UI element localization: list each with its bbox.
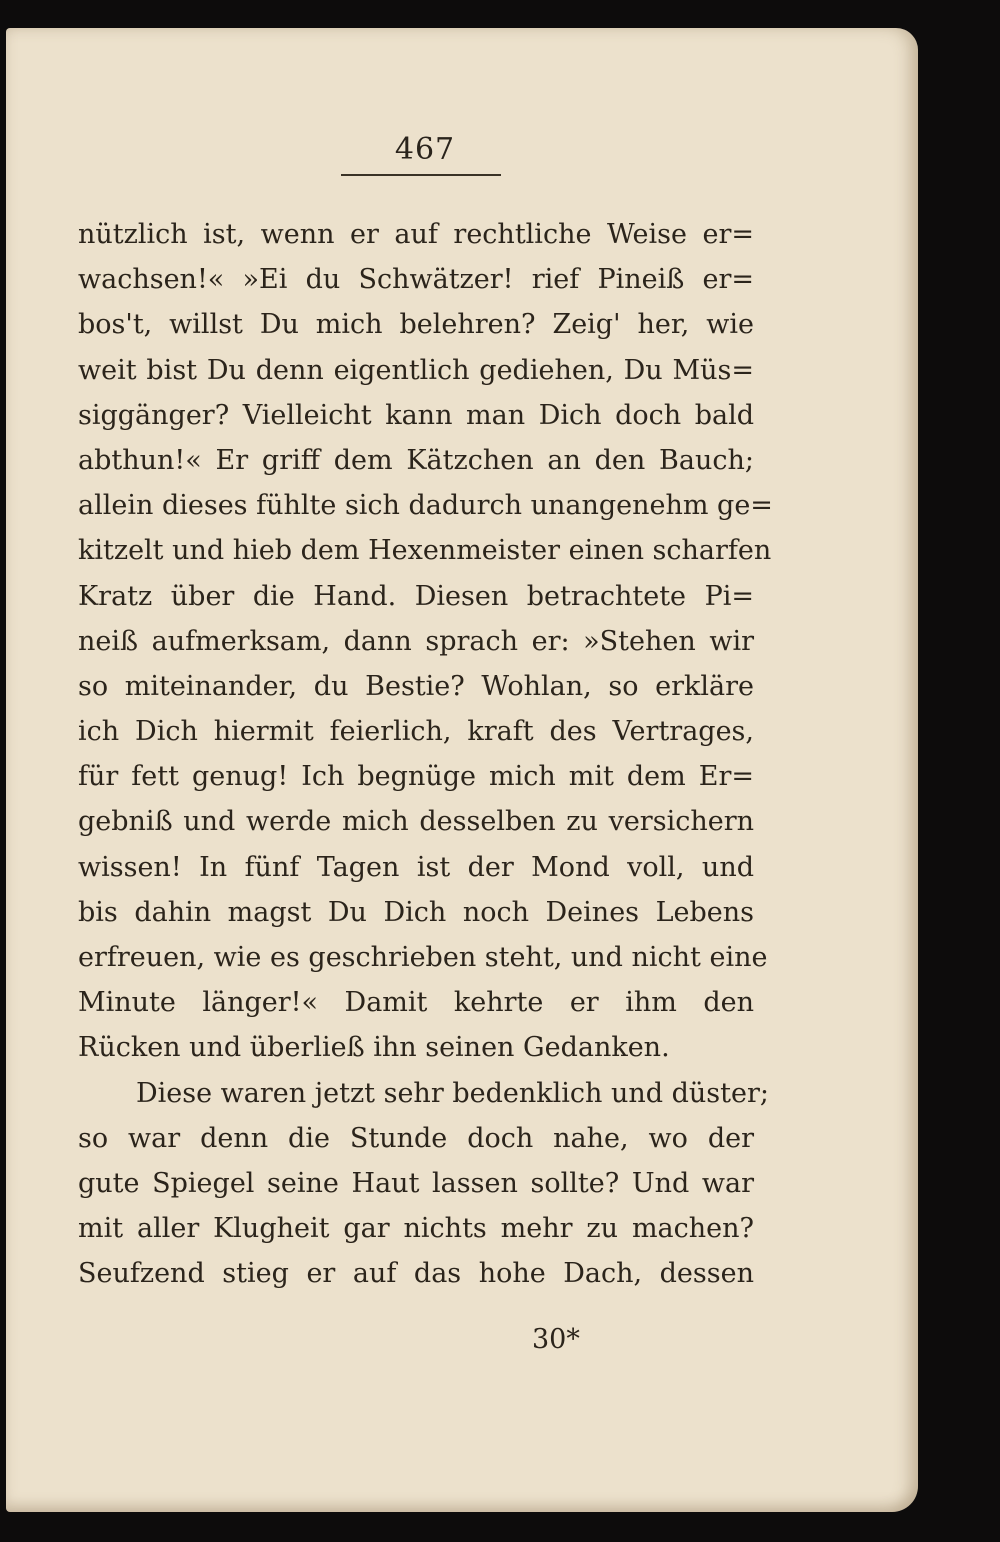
text-line: Rücken und überließ ihn seinen Gedanken. xyxy=(78,1032,670,1064)
text-line: allein dieses fühlte sich dadurch unangenehm ge= xyxy=(78,490,773,522)
text-line: neiß aufmerksam, dann sprach er: »Stehen wir xyxy=(78,625,754,657)
text-line: Kratz über die Hand. Diesen betrachtete Pi= xyxy=(78,580,754,612)
text-line: siggänger? Vielleicht kann man Dich doch bald xyxy=(78,399,754,431)
text-line: abthun!« Er griff dem Kätzchen an den Bauch; xyxy=(78,444,754,476)
text-line: Diese waren jetzt sehr bedenklich und düster; xyxy=(136,1077,769,1109)
text-line: ich Dich hiermit feierlich, kraft des Vertrages, xyxy=(78,716,754,748)
text-line: Minute länger!« Damit kehrte er ihm den xyxy=(78,987,754,1019)
text-line: gebniß und werde mich desselben zu versichern xyxy=(78,806,754,838)
header-rule xyxy=(341,174,501,176)
text-line: kitzelt und hieb dem Hexenmeister einen scharfen xyxy=(78,535,772,567)
text-line: weit bist Du denn eigentlich gediehen, Du Müs= xyxy=(78,354,754,386)
text-line: erfreuen, wie es geschrieben steht, und nicht eine xyxy=(78,942,768,973)
text-line: bis dahin magst Du Dich noch Deines Lebens xyxy=(78,896,754,928)
printer-signature-mark: 30* xyxy=(532,1324,580,1355)
text-line: so miteinander, du Bestie? Wohlan, so erkläre xyxy=(78,670,754,702)
text-line: so war denn die Stunde doch nahe, wo der xyxy=(78,1122,754,1154)
page-number: 467 xyxy=(394,132,456,167)
body-text xyxy=(78,212,773,1297)
text-line: bos't, willst Du mich belehren? Zeig' her, wie xyxy=(78,309,754,341)
text-line: wissen! In fünf Tagen ist der Mond voll, und xyxy=(78,851,754,883)
text-line: mit aller Klugheit gar nichts mehr zu machen? xyxy=(78,1213,754,1245)
text-line: nützlich ist, wenn er auf rechtliche Weise er= xyxy=(78,219,754,250)
text-line: gute Spiegel seine Haut lassen sollte? Und war xyxy=(78,1167,754,1199)
text-line: wachsen!« »Ei du Schwätzer! rief Pineiß er= xyxy=(78,264,754,296)
book-page xyxy=(6,28,918,1512)
text-line: Seufzend stieg er auf das hohe Dach, dessen xyxy=(78,1258,754,1290)
text-line: für fett genug! Ich begnüge mich mit dem Er= xyxy=(78,761,754,793)
